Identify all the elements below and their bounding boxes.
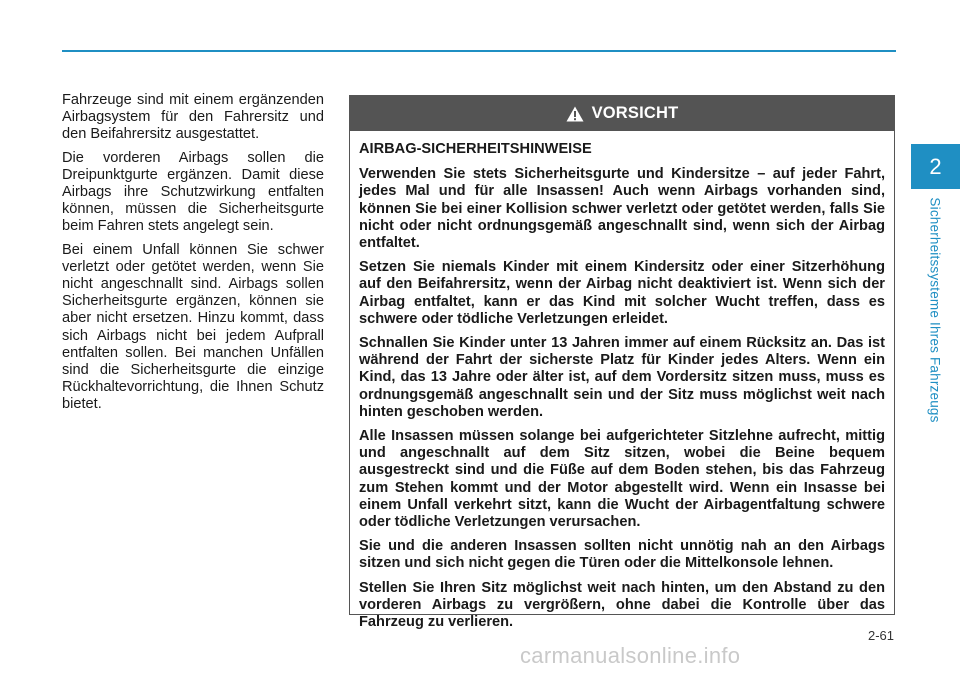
caution-paragraph: Verwenden Sie stets Sicherheitsgurte und Kindersitze – auf jeder Fahrt, jedes Mal und für alle Insassen! Auch wenn Airbags vorhanden sind, können Sie bei einer Kollision schwer verletzt oder getötet werden, falls Sie nicht oder nicht ordnungsgemäß angeschnallt sind, wenn sich der Airbag entfaltet.: [359, 166, 885, 252]
page-number: 2-61: [867, 628, 894, 643]
chapter-tab: [911, 144, 960, 189]
intro-text-column: [62, 92, 324, 420]
caution-paragraph: Stellen Sie Ihren Sitz möglichst weit nach hinten, um den Abstand zu den vorderen Airbags zu vergrößern, ohne dabei die Kontrolle über das Fahrzeug zu verlieren.: [359, 579, 885, 631]
caution-paragraph: Sie und die anderen Insassen sollten nicht unnötig nah an den Airbags sitzen und sich nicht gegen die Türen oder die Mittelkonsole lehnen.: [359, 538, 885, 572]
watermark: carmanualsonline.info: [520, 643, 741, 668]
caution-header: [350, 96, 894, 131]
caution-paragraph: Setzen Sie niemals Kinder mit einem Kindersitz oder einer Sitzerhöhung auf den Beifahrersitz, wenn der Airbag nicht deaktiviert ist. Wenn sich der Airbag entfaltet, kann er das Kind mit solcher Wucht treffen, dass es schwere oder tödliche Verletzungen erleidet.: [359, 259, 885, 327]
intro-paragraph: Bei einem Unfall können Sie schwer verletzt oder getötet werden, wenn Sie nicht angeschnallt sind. Airbags sollen Sicherheitsgurte ergänzen, können sie aber nicht ersetzen. Hinzu kommt, dass sich Airbags nicht bei jedem Aufprall entfalten sollen. Bei manchen Unfällen sind die Sicherheitsgurte die einzige Rückhaltevorrichtung, die Ihnen Schutz bietet.: [62, 241, 324, 413]
caution-body: [350, 131, 894, 631]
caution-box: [349, 95, 895, 631]
intro-paragraph: Die vorderen Airbags sollen die Dreipunktgurte ergänzen. Damit diese Airbags ihre Schutzwirkung entfalten können, müssen die Sicherheitsgurte beim Fahren stets angelegt sein.: [62, 149, 324, 235]
header-rule: [62, 50, 896, 52]
warning-triangle-icon: [566, 106, 584, 122]
intro-paragraph: Fahrzeuge sind mit einem ergänzenden Airbagsystem für den Fahrersitz und den Beifahrersitz ausgestattet.: [62, 92, 324, 143]
chapter-number: 2: [929, 153, 942, 179]
caution-label: VORSICHT: [591, 104, 679, 122]
caution-paragraph: Schnallen Sie Kinder unter 13 Jahren immer auf einem Rücksitz an. Das ist während der Fahrt der sicherste Platz für Kinder jedes Alters. Wenn ein Kind, das 13 Jahre oder älter ist, auf dem Vordersitz sitzen muss, muss es ordnungsgemäß angeschnallt sein und der Sitz muss möglichst weit nach hinten geschoben werden.: [359, 335, 885, 420]
caution-heading: AIRBAG-SICHERHEITSHINWEISE: [359, 141, 592, 157]
caution-paragraph: Alle Insassen müssen solange bei aufgerichteter Sitzlehne aufrecht, mittig und angeschnallt auf dem Sitz sitzen, wobei die Beine bequem ausgestreckt sind und die Füße auf dem Boden stehen, bis das Fahrzeug zum Stehen kommt und der Motor abgestellt wird. Wenn ein Insasse bei einem Unfall verkehrt sitzt, kann die Wucht der Airbagentfaltung schwere oder tödliche Verletzungen verursachen.: [359, 428, 885, 531]
chapter-title: Sicherheitssysteme Ihres Fahrzeugs: [927, 197, 943, 423]
